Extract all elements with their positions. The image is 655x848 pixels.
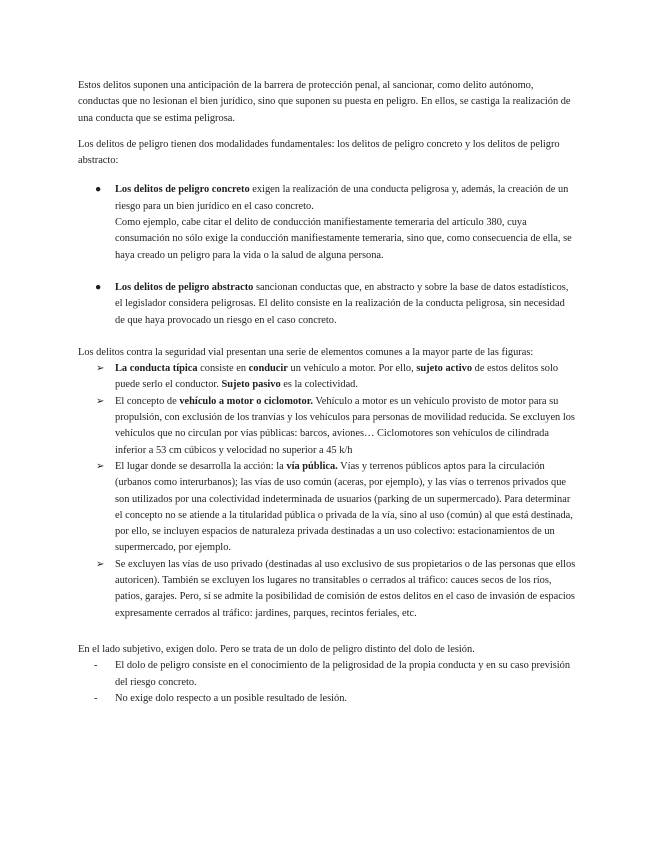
list-item-conducta-tipica — [96, 361, 577, 394]
arrow-bullet-icon: ➢ — [96, 363, 105, 375]
text-segment: El lugar donde se desarrolla la acción: la — [115, 460, 287, 472]
term-peligro-abstracto: Los delitos de peligro abstracto — [115, 281, 254, 293]
text-segment: El concepto de — [115, 395, 180, 407]
text-segment: un vehículo a motor. Por ello, — [287, 363, 417, 375]
common-elements-list — [78, 361, 577, 622]
list-item — [94, 691, 577, 707]
peligro-abstracto-definition: sancionan conductas que, en abstracto y sobre la base de datos estadísticos, el legislador considera peligrosas. El delito consiste en la realización de la conducta peligrosa, sin necesidad de que haya provocado un riesgo en el caso concreto. — [115, 281, 569, 326]
arrow-bullet-icon: ➢ — [96, 395, 105, 407]
intro-paragraph: Estos delitos suponen una anticipación de la barrera de protección penal, al sancionar, como delito autónomo, conductas que no lesionan el bien jurídico, sino que suponen su puesta en peligro. En ellos, se castiga la realización de una conducta que se estima peligrosa. — [78, 80, 571, 124]
text-segment: Vehículo a motor es un vehículo provisto de motor para su propulsión, con exclusión de los tranvías y los vehículos para personas de movilidad reducida. Se excluyen los vehículos que no circulan por vías públicas: barcos, aviones… Ciclomotores son vehículos de cilindrada inferior a 53 cm cúbicos y velocidad no superior a 45 k/h — [115, 395, 575, 456]
list-item — [94, 658, 577, 691]
term-sujeto-activo: sujeto activo — [416, 363, 473, 375]
list-item-vias-excluidas — [96, 557, 577, 622]
term-vehiculo-motor: vehículo a motor o ciclomotor. — [179, 395, 313, 407]
subjective-list — [78, 658, 577, 707]
term-sujeto-pasivo: Sujeto pasivo — [221, 379, 281, 391]
text-segment: Vías y terrenos públicos aptos para la circulación (urbanos como interurbanos); las vías de uso común (aceras, por ejemplo), y las vías o terrenos privados que son utilizados por una colectividad indeterminada de usuarios (parking de un supermercado). Para determinar el concepto no se atiende a la titularidad pública o privada de la vía, sino al uso (común) al que está destinada, por ello, se incluyen espacios de naturaleza privada destinadas a un uso colectivo: estacionamientos de un supermercado, por ejemplo. — [115, 460, 573, 554]
term-conducir: conducir — [248, 363, 288, 375]
bullet-icon: ● — [95, 184, 102, 196]
arrow-bullet-icon: ➢ — [96, 460, 105, 472]
peligro-concreto-example: Como ejemplo, cabe citar el delito de conducción manifiestamente temeraria del artículo 380, cuya consumación no sólo exige la conducción manifiestamente temeraria, sino que, como consecuencia de ella, se haya creado un peligro para la vida o la salud de alguna persona. — [115, 217, 572, 261]
bullet-icon: ● — [95, 281, 102, 293]
list-item-peligro-abstracto — [95, 280, 577, 329]
text-segment: Se excluyen las vías de uso privado (destinadas al uso exclusivo de sus propietarios o de las personas que ellos autoricen). También se excluyen los lugares no transitables o cerrados al tráfico: cauces secos de los ríos, patios, garajes. Pero, sí se admite la posibilidad de comisión de estos delitos en el caso de invasión de espacios expresamente cerrados al tráfico: jardines, parques, recintos feriales, etc. — [115, 558, 576, 619]
subjective-intro: En el lado subjetivo, exigen dolo. Pero se trata de un dolo de peligro distinto del dolo de lesión. — [78, 643, 475, 655]
term-via-publica: vía pública. — [286, 460, 338, 472]
arrow-bullet-icon: ➢ — [96, 558, 105, 570]
dash-bullet-icon: - — [94, 660, 98, 672]
list-item-peligro-concreto — [95, 182, 577, 263]
list-item-vehiculo-motor — [96, 394, 577, 459]
modalities-list — [78, 182, 577, 328]
term-peligro-concreto: Los delitos de peligro concreto — [115, 184, 250, 196]
peligro-concreto-definition: exigen la realización de una conducta peligrosa y, además, la creación de un riesgo para un bien jurídico en el caso concreto. — [115, 184, 569, 212]
text-segment: es la colectividad. — [280, 379, 358, 391]
modalities-intro-paragraph: Los delitos de peligro tienen dos modalidades fundamentales: los delitos de peligro concreto y los delitos de peligro abstracto: — [78, 138, 560, 167]
list-item-text: El dolo de peligro consiste en el conocimiento de la peligrosidad de la propia conducta y en su caso previsión del riesgo concreto. — [115, 660, 571, 688]
text-segment: de estos delitos solo puede serlo el conductor. — [115, 363, 559, 391]
dash-bullet-icon: - — [94, 692, 98, 704]
term-conducta-tipica: La conducta típica — [115, 363, 198, 375]
common-elements-intro: Los delitos contra la seguridad vial presentan una serie de elementos comunes a la mayor parte de las figuras: — [78, 346, 534, 358]
list-item-via-publica — [96, 459, 577, 557]
list-item-text: No exige dolo respecto a un posible resultado de lesión. — [115, 692, 347, 704]
text-segment: consiste en — [197, 363, 249, 375]
